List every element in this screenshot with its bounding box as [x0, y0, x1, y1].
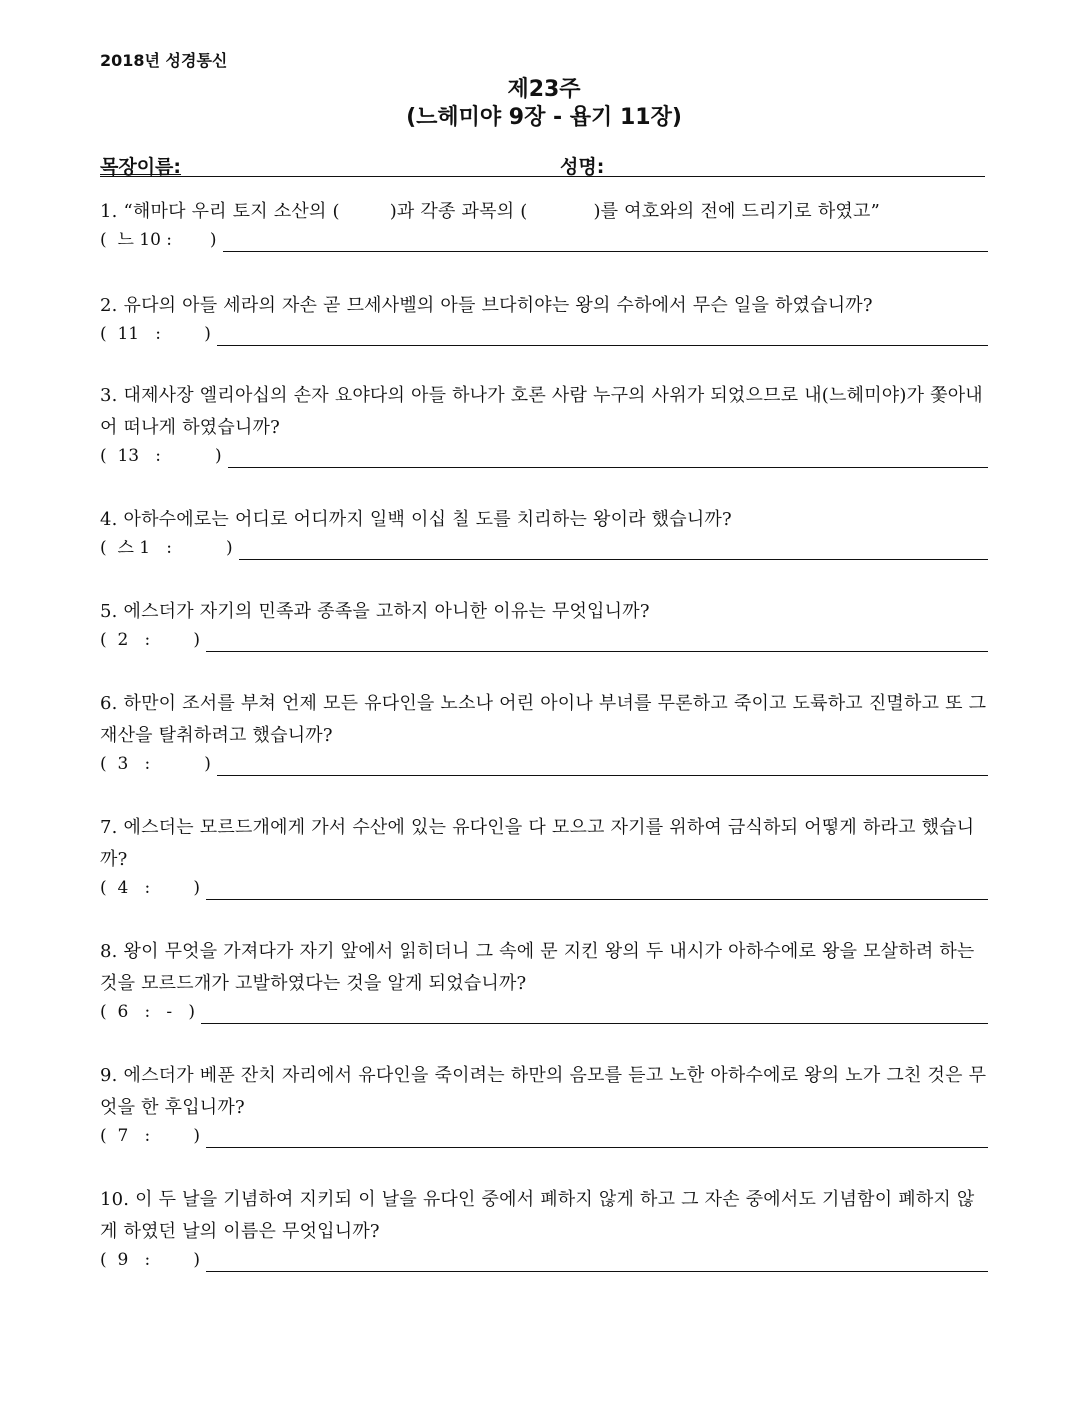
question-10 — [100, 1184, 988, 1276]
question-text: 8. 왕이 무엇을 가져다가 자기 앞에서 읽히더니 그 속에 문 지킨 왕의 두 내시가 아하수에로 왕을 모살하려 하는 것을 모르드개가 고발하였다는 것을 알게 되었습니까? — [100, 941, 975, 994]
verse-reference: ( 9 : ) — [100, 1250, 201, 1270]
answer-row — [100, 628, 988, 656]
question-text: 10. 이 두 날을 기념하여 지키되 이 날을 유다인 중에서 폐하지 않게 하고 그 자손 중에서도 기념함이 폐하지 않게 하였던 날의 이름은 무엇입니까? — [100, 1189, 975, 1242]
question-5 — [100, 596, 988, 656]
pastor-label: 목장이름: — [100, 156, 182, 178]
question-text: 9. 에스더가 베푼 잔치 자리에서 유다인을 죽이려는 하만의 음모를 듣고 노한 아하수에로 왕의 노가 그친 것은 무엇을 한 후입니까? — [100, 1065, 987, 1118]
verse-reference: ( 스 1 : ) — [100, 538, 233, 558]
chapter-range-title: (느헤미야 9장 - 욥기 11장) — [406, 105, 682, 130]
question-4 — [100, 504, 988, 564]
name-label: 성명: — [560, 156, 605, 178]
verse-reference: ( 2 : ) — [100, 630, 201, 650]
verse-reference: ( 13 : ) — [100, 446, 222, 466]
answer-line[interactable] — [201, 1023, 988, 1024]
verse-reference: ( 7 : ) — [100, 1126, 201, 1146]
question-8 — [100, 936, 988, 1028]
answer-line[interactable] — [239, 559, 988, 560]
answer-row — [100, 228, 988, 256]
answer-row — [100, 444, 988, 472]
question-text-part-a: 1. “해마다 우리 토지 소산의 ( — [100, 201, 340, 222]
answer-line[interactable] — [206, 1147, 988, 1148]
header-label: 2018년 성경통신 — [100, 51, 228, 70]
verse-reference: ( 11 : ) — [100, 324, 211, 344]
answer-row — [100, 536, 988, 564]
week-title: 제23주 — [507, 77, 581, 102]
question-text: 5. 에스더가 자기의 민족과 종족을 고하지 아니한 이유는 무엇입니까? — [100, 601, 650, 622]
question-text: 2. 유다의 아들 세라의 자손 곧 므세사벨의 아들 브다히야는 왕의 수하에서 무슨 일을 하였습니까? — [100, 295, 873, 316]
answer-row — [100, 1124, 988, 1152]
question-3 — [100, 380, 988, 472]
answer-row — [100, 1000, 988, 1028]
answer-line[interactable] — [206, 899, 988, 900]
answer-line[interactable] — [228, 467, 988, 468]
question-6 — [100, 688, 988, 780]
question-text-part-b: )과 각종 과목의 ( — [389, 201, 528, 222]
answer-row — [100, 322, 988, 350]
verse-reference: ( 6 : - ) — [100, 1002, 195, 1022]
question-text: 6. 하만이 조서를 부쳐 언제 모든 유다인을 노소나 어린 아이나 부녀를 무론하고 죽이고 도륙하고 진멸하고 또 그 재산을 탈취하려고 했습니까? — [100, 693, 987, 746]
answer-row — [100, 752, 988, 780]
verse-reference: ( 3 : ) — [100, 754, 211, 774]
answer-row — [100, 876, 988, 904]
question-7 — [100, 812, 988, 904]
question-1 — [100, 196, 988, 256]
question-text — [100, 196, 988, 228]
question-text: 4. 아하수에로는 어디로 어디까지 일백 이십 칠 도를 치리하는 왕이라 했습니까? — [100, 509, 732, 530]
answer-line[interactable] — [206, 651, 988, 652]
question-text-part-c: )를 여호와의 전에 드리기로 하였고” — [593, 201, 880, 222]
question-text: 3. 대제사장 엘리아십의 손자 요야다의 아들 하나가 호론 사람 누구의 사위가 되었으므로 내(느헤미야)가 쫓아내어 떠나게 하였습니까? — [100, 385, 983, 438]
verse-reference: ( 4 : ) — [100, 878, 201, 898]
question-text: 7. 에스더는 모르드개에게 가서 수산에 있는 유다인을 다 모으고 자기를 위하여 금식하되 어떻게 하라고 했습니까? — [100, 817, 975, 870]
question-2 — [100, 290, 988, 350]
answer-line[interactable] — [217, 775, 988, 776]
info-row — [100, 152, 985, 177]
answer-row — [100, 1248, 988, 1276]
answer-line[interactable] — [217, 345, 988, 346]
question-9 — [100, 1060, 988, 1152]
verse-reference: ( 느 10 : ) — [100, 230, 217, 250]
answer-line[interactable] — [206, 1271, 988, 1272]
answer-line[interactable] — [223, 251, 989, 252]
